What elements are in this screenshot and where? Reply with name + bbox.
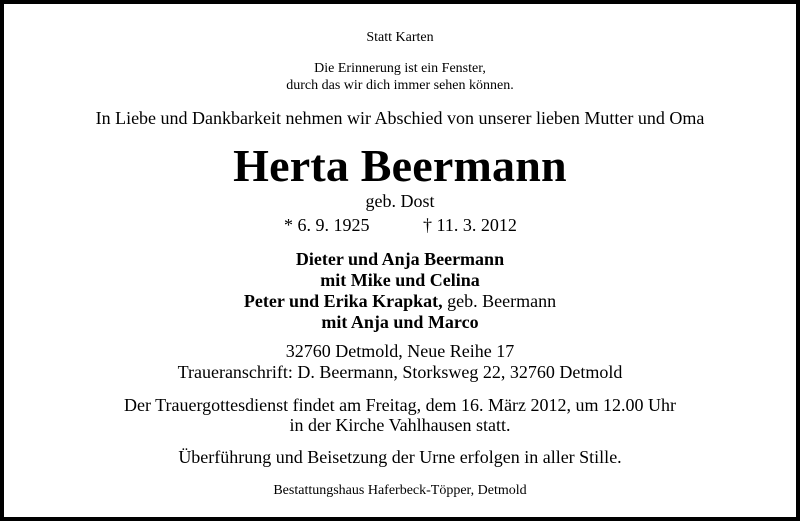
maiden-name: geb. Dost bbox=[365, 191, 435, 211]
deceased-name: Herta Beermann bbox=[233, 140, 567, 191]
undertaker-text: Bestattungshaus Haferbeck-Töpper, Detmold bbox=[273, 483, 527, 498]
birth-date: * 6. 9. 1925 bbox=[284, 215, 370, 235]
mourner-line-3-names: Peter und Erika Krapkat, bbox=[243, 291, 443, 311]
header-text: Statt Karten bbox=[366, 30, 434, 45]
quote-line-1: Die Erinnerung ist ein Fenster, bbox=[314, 61, 486, 76]
address-line-1: 32760 Detmold, Neue Reihe 17 bbox=[285, 341, 515, 361]
mourner-line-4: mit Anja und Marco bbox=[321, 312, 479, 332]
mourner-line-1: Dieter und Anja Beermann bbox=[295, 249, 505, 269]
quote-line-2: durch das wir dich immer sehen können. bbox=[286, 78, 514, 93]
service-line-1: Der Trauergottesdienst findet am Freitag, dem 16. März 2012, um 12.00 Uhr bbox=[123, 395, 677, 415]
intro-text: In Liebe und Dankbarkeit nehmen wir Abschied von unserer lieben Mutter und Oma bbox=[95, 108, 705, 128]
service-line-2: in der Kirche Vahlhausen statt. bbox=[289, 415, 511, 435]
mourner-line-2: mit Mike und Celina bbox=[320, 270, 480, 290]
burial-text: Überführung und Beisetzung der Urne erfolgen in aller Stille. bbox=[178, 447, 622, 467]
address-line-2: Traueranschrift: D. Beermann, Storksweg 22, 32760 Detmold bbox=[177, 362, 623, 382]
death-date: † 11. 3. 2012 bbox=[423, 215, 517, 235]
mourner-line-3 bbox=[4, 291, 796, 312]
mourner-line-3-maiden: geb. Beermann bbox=[442, 291, 557, 311]
